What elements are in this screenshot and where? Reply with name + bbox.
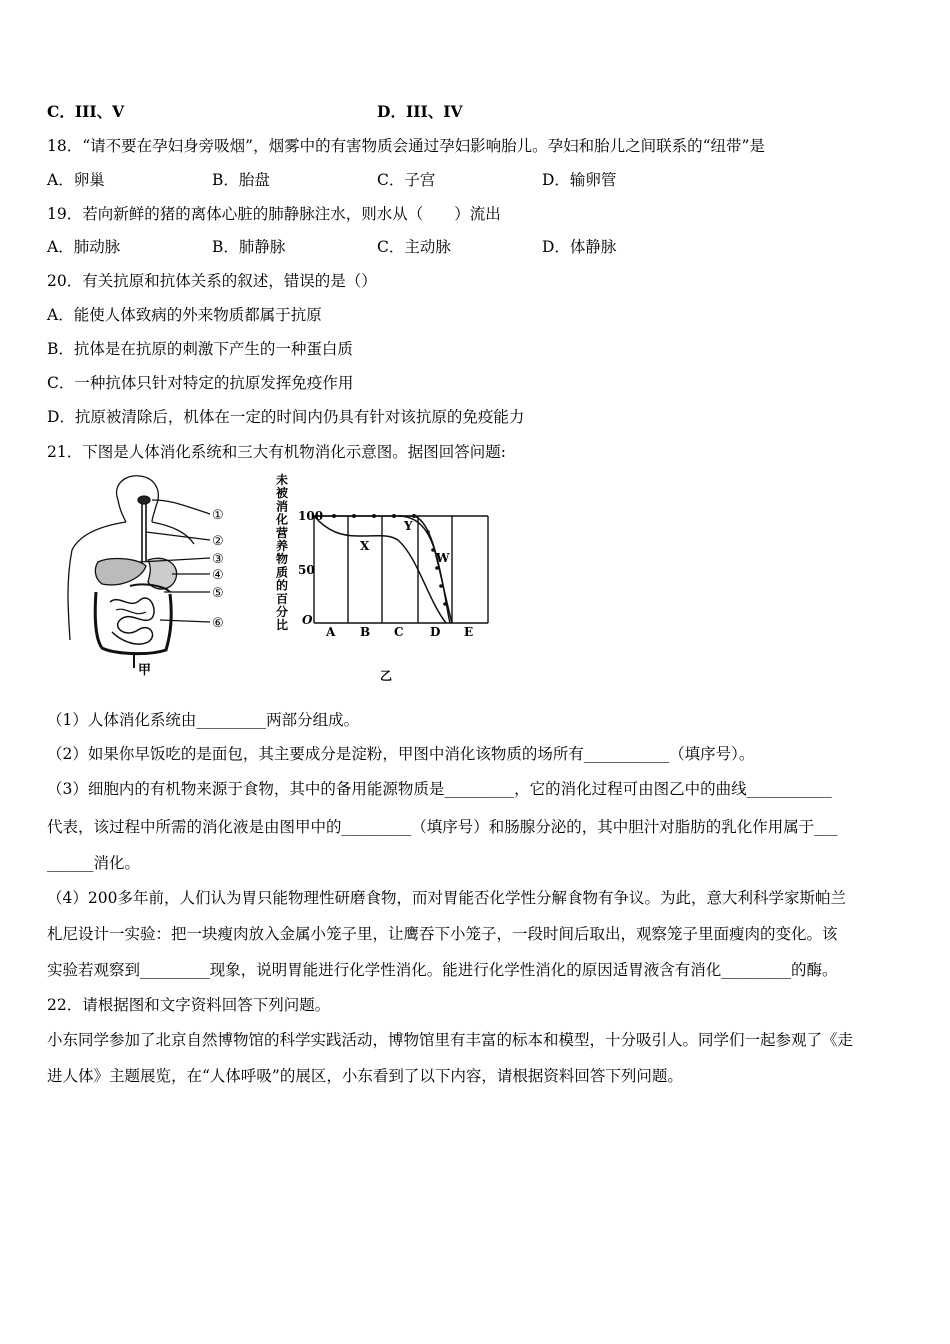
yi-cat-e: E: [464, 625, 474, 639]
q18-option-c: C．子宫: [377, 171, 436, 189]
q21-sub2: （2）如果你早饭吃的是面包，其主要成分是淀粉，甲图中消化该物质的场所有___________（填序号）。: [47, 745, 755, 763]
q21-stem: 21．下图是人体消化系统和三大有机物消化示意图。据图回答问题:: [47, 443, 506, 461]
jia-label-2: ②: [212, 534, 224, 549]
yi-cat-d: D: [430, 625, 441, 639]
q21-sub4-line3: 实验若观察到_________现象，说明胃能进行化学性消化。能进行化学性消化的原因适胃液含有消化_________的酶。: [47, 961, 838, 979]
yi-ytick-100: 100: [298, 509, 324, 523]
q22-para-line1: 小东同学参加了北京自然博物馆的科学实践活动，博物馆里有丰富的标本和模型，十分吸引人。同学们一起参观了《走: [47, 1031, 854, 1049]
q19-stem: 19．若向新鲜的猪的离体心脏的肺静脉注水，则水从（ ）流出: [47, 205, 501, 223]
yi-ylabel: 未被消化营养物质的百分比: [276, 473, 289, 633]
digestion-curve-chart: [268, 470, 500, 685]
q19-option-c: C．主动脉: [377, 238, 451, 256]
yi-cat-c: C: [394, 625, 404, 639]
yi-cat-b: B: [360, 625, 371, 639]
q20-option-c: C．一种抗体只针对特定的抗原发挥免疫作用: [47, 374, 354, 392]
q18-stem: 18．“请不要在孕妇身旁吸烟”，烟雾中的有害物质会通过孕妇影响胎儿。孕妇和胎儿之间联系的“纽带”是: [47, 137, 765, 155]
q18-option-d: D．输卵管: [542, 171, 617, 189]
q20-option-d: D．抗原被清除后，机体在一定的时间内仍具有针对该抗原的免疫能力: [47, 408, 525, 426]
yi-curve-label-w: W: [436, 551, 450, 565]
yi-ytick-50: 50: [298, 563, 315, 577]
yi-curve-label-x: X: [360, 539, 370, 553]
q20-option-a: A．能使人体致病的外来物质都属于抗原: [47, 306, 322, 324]
q20-stem: 20．有关抗原和抗体关系的叙述，错误的是（）: [47, 272, 377, 290]
q21-sub3-line1: （3）细胞内的有机物来源于食物，其中的备用能源物质是_________，它的消化过程可由图乙中的曲线___________: [47, 780, 832, 798]
q19-option-b: B．肺静脉: [212, 238, 286, 256]
q18-option-a: A．卵巢: [47, 171, 105, 189]
yi-ytick-0: O: [302, 613, 313, 627]
jia-label-6: ⑥: [212, 616, 224, 631]
yi-curve-label-y: Y: [404, 519, 413, 533]
jia-caption: 甲: [138, 663, 152, 678]
q21-sub4-line2: 札尼设计一实验：把一块瘦肉放入金属小笼子里，让鹰吞下小笼子，一段时间后取出，观察笼子里面瘦肉的变化。该: [47, 925, 838, 943]
jia-label-4: ④: [212, 568, 224, 583]
q18-option-b: B．胎盘: [212, 171, 270, 189]
q17-option-d: D．III、IV: [377, 102, 463, 121]
q19-option-a: A．肺动脉: [47, 238, 121, 256]
q19-option-d: D．体静脉: [542, 238, 617, 256]
jia-label-5: ⑤: [212, 586, 224, 601]
q21-figures: [60, 470, 500, 690]
q21-sub3-line2: 代表，该过程中所需的消化液是由图甲中的_________（填序号）和肠腺分泌的，其中胆汁对脂肪的乳化作用属于___: [47, 818, 838, 836]
yi-caption: 乙: [380, 669, 393, 683]
yi-cat-a: A: [326, 625, 336, 639]
digestive-system-diagram: [60, 470, 250, 680]
q22-stem: 22．请根据图和文字资料回答下列问题。: [47, 996, 331, 1014]
jia-label-1: ①: [212, 508, 224, 523]
q17-option-c: C．III、V: [47, 102, 125, 121]
q21-sub4-line1: （4）200多年前，人们认为胃只能物理性研磨食物，而对胃能否化学性分解食物有争议。为此，意大利科学家斯帕兰: [47, 889, 846, 907]
q21-sub3-line3: ______消化。: [47, 854, 141, 872]
q21-sub1: （1）人体消化系统由_________两部分组成。: [47, 711, 360, 729]
jia-label-3: ③: [212, 552, 224, 567]
q22-para-line2: 进人体》主题展览，在“人体呼吸”的展区，小东看到了以下内容，请根据资料回答下列问题。: [47, 1067, 683, 1085]
q20-option-b: B．抗体是在抗原的刺激下产生的一种蛋白质: [47, 340, 353, 358]
